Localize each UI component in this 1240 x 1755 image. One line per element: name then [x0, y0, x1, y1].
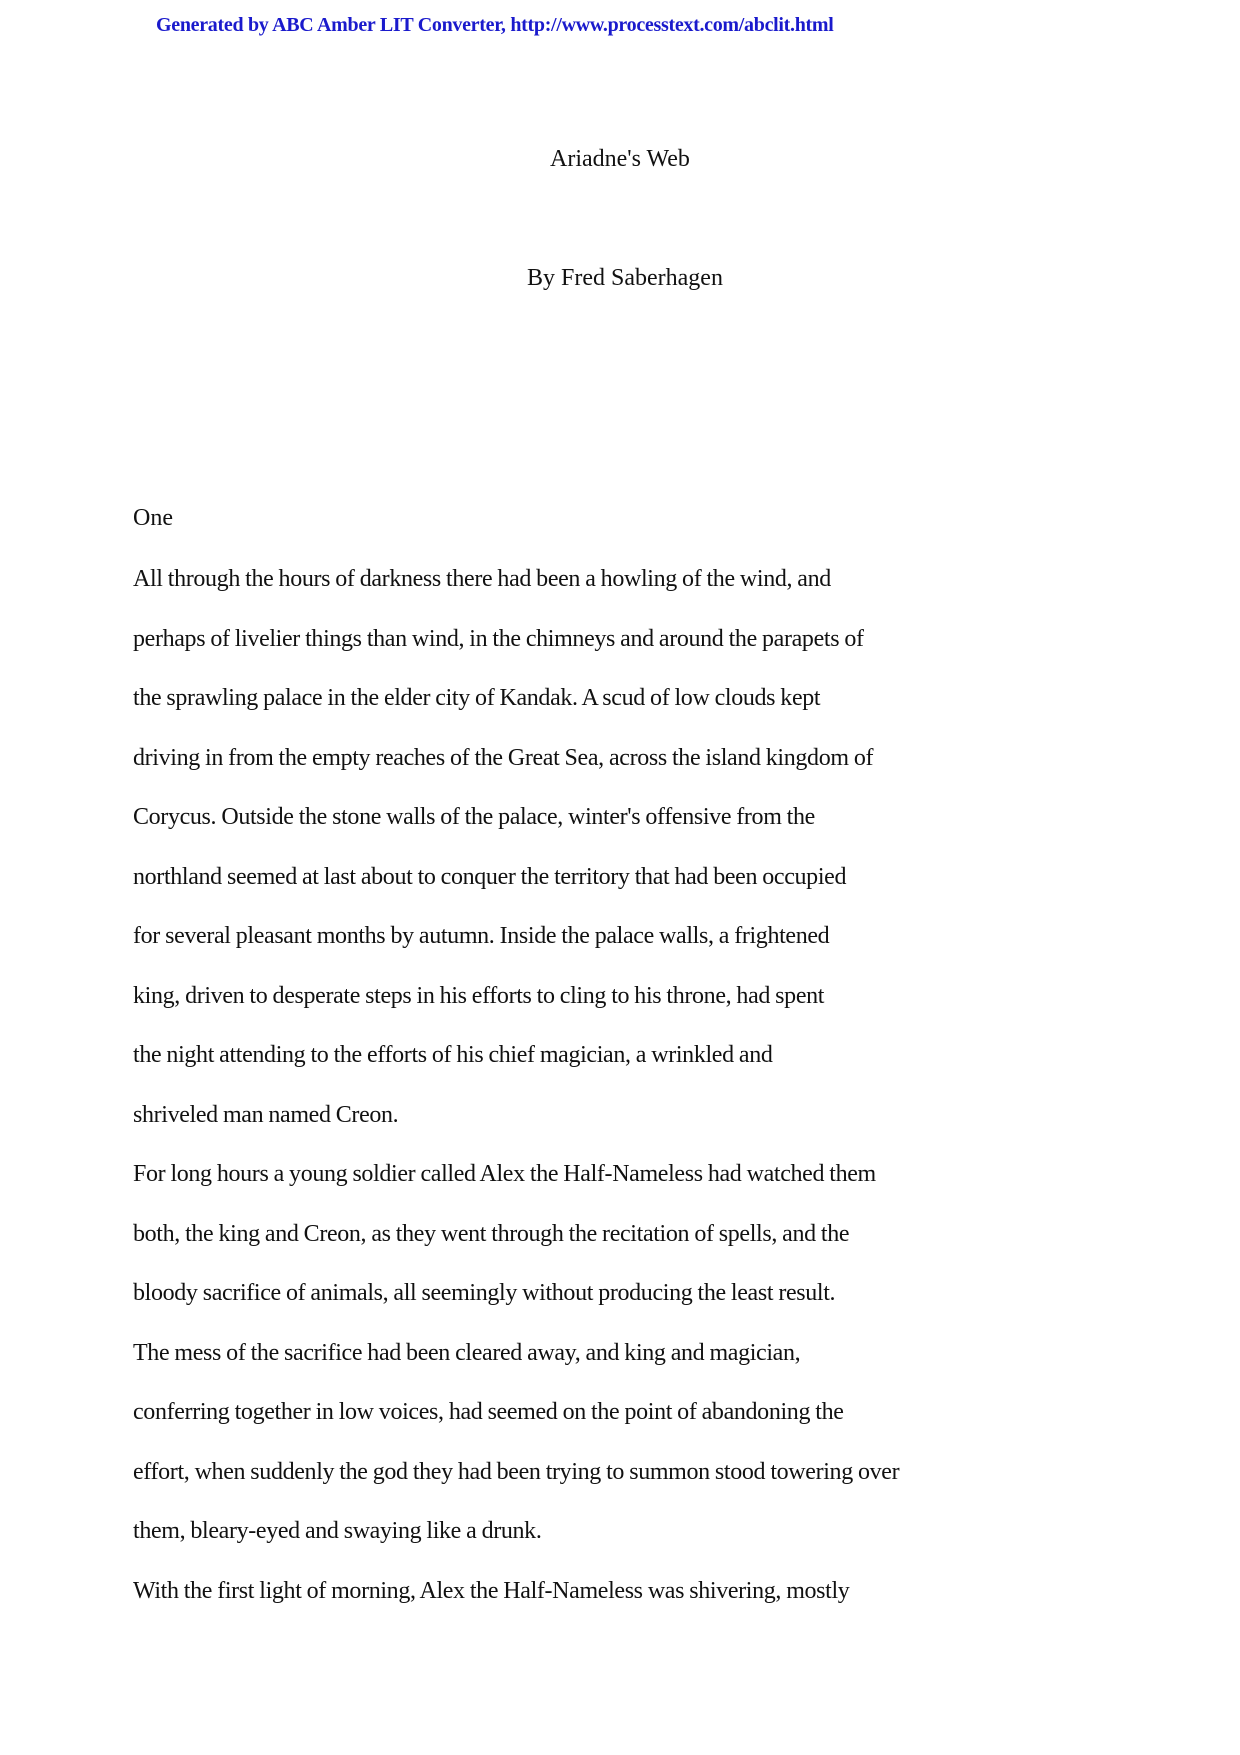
- book-title: Ariadne's Web: [550, 146, 690, 172]
- text-line: them, bleary-eyed and swaying like a drunk.: [133, 1518, 542, 1544]
- text-line: the sprawling palace in the elder city of Kandak. A scud of low clouds kept: [133, 685, 821, 711]
- text-line: northland seemed at last about to conquer the territory that had been occupied: [133, 863, 847, 890]
- text-line: The mess of the sacrifice had been cleared away, and king and magician,: [133, 1339, 801, 1366]
- text-line: Corycus. Outside the stone walls of the palace, winter's offensive from the: [133, 804, 815, 830]
- converter-banner-link[interactable]: Generated by ABC Amber LIT Converter, http://www.processtext.com/abclit.html: [156, 14, 834, 36]
- text-line: driving in from the empty reaches of the Great Sea, across the island kingdom of: [133, 744, 874, 771]
- text-line: for several pleasant months by autumn. Inside the palace walls, a frightened: [133, 923, 830, 949]
- text-line: All through the hours of darkness there had been a howling of the wind, and: [133, 566, 831, 592]
- text-line: shriveled man named Creon.: [133, 1101, 399, 1128]
- text-line: effort, when suddenly the god they had been trying to summon stood towering over: [133, 1458, 900, 1485]
- text-line: king, driven to desperate steps in his efforts to cling to his throne, had spent: [133, 982, 825, 1009]
- chapter-heading: One: [133, 505, 173, 531]
- text-line: bloody sacrifice of animals, all seemingly without producing the least result.: [133, 1280, 836, 1306]
- text-line: With the first light of morning, Alex the Half-Nameless was shivering, mostly: [133, 1577, 850, 1604]
- chapter-body: [133, 564, 1113, 1635]
- text-line: For long hours a young soldier called Alex the Half-Nameless had watched them: [133, 1161, 876, 1187]
- book-author: By Fred Saberhagen: [527, 265, 723, 291]
- text-line: both, the king and Creon, as they went through the recitation of spells, and the: [133, 1220, 850, 1247]
- text-line: the night attending to the efforts of his chief magician, a wrinkled and: [133, 1042, 773, 1068]
- text-line: conferring together in low voices, had seemed on the point of abandoning the: [133, 1399, 844, 1425]
- text-line: perhaps of livelier things than wind, in the chimneys and around the parapets of: [133, 625, 864, 652]
